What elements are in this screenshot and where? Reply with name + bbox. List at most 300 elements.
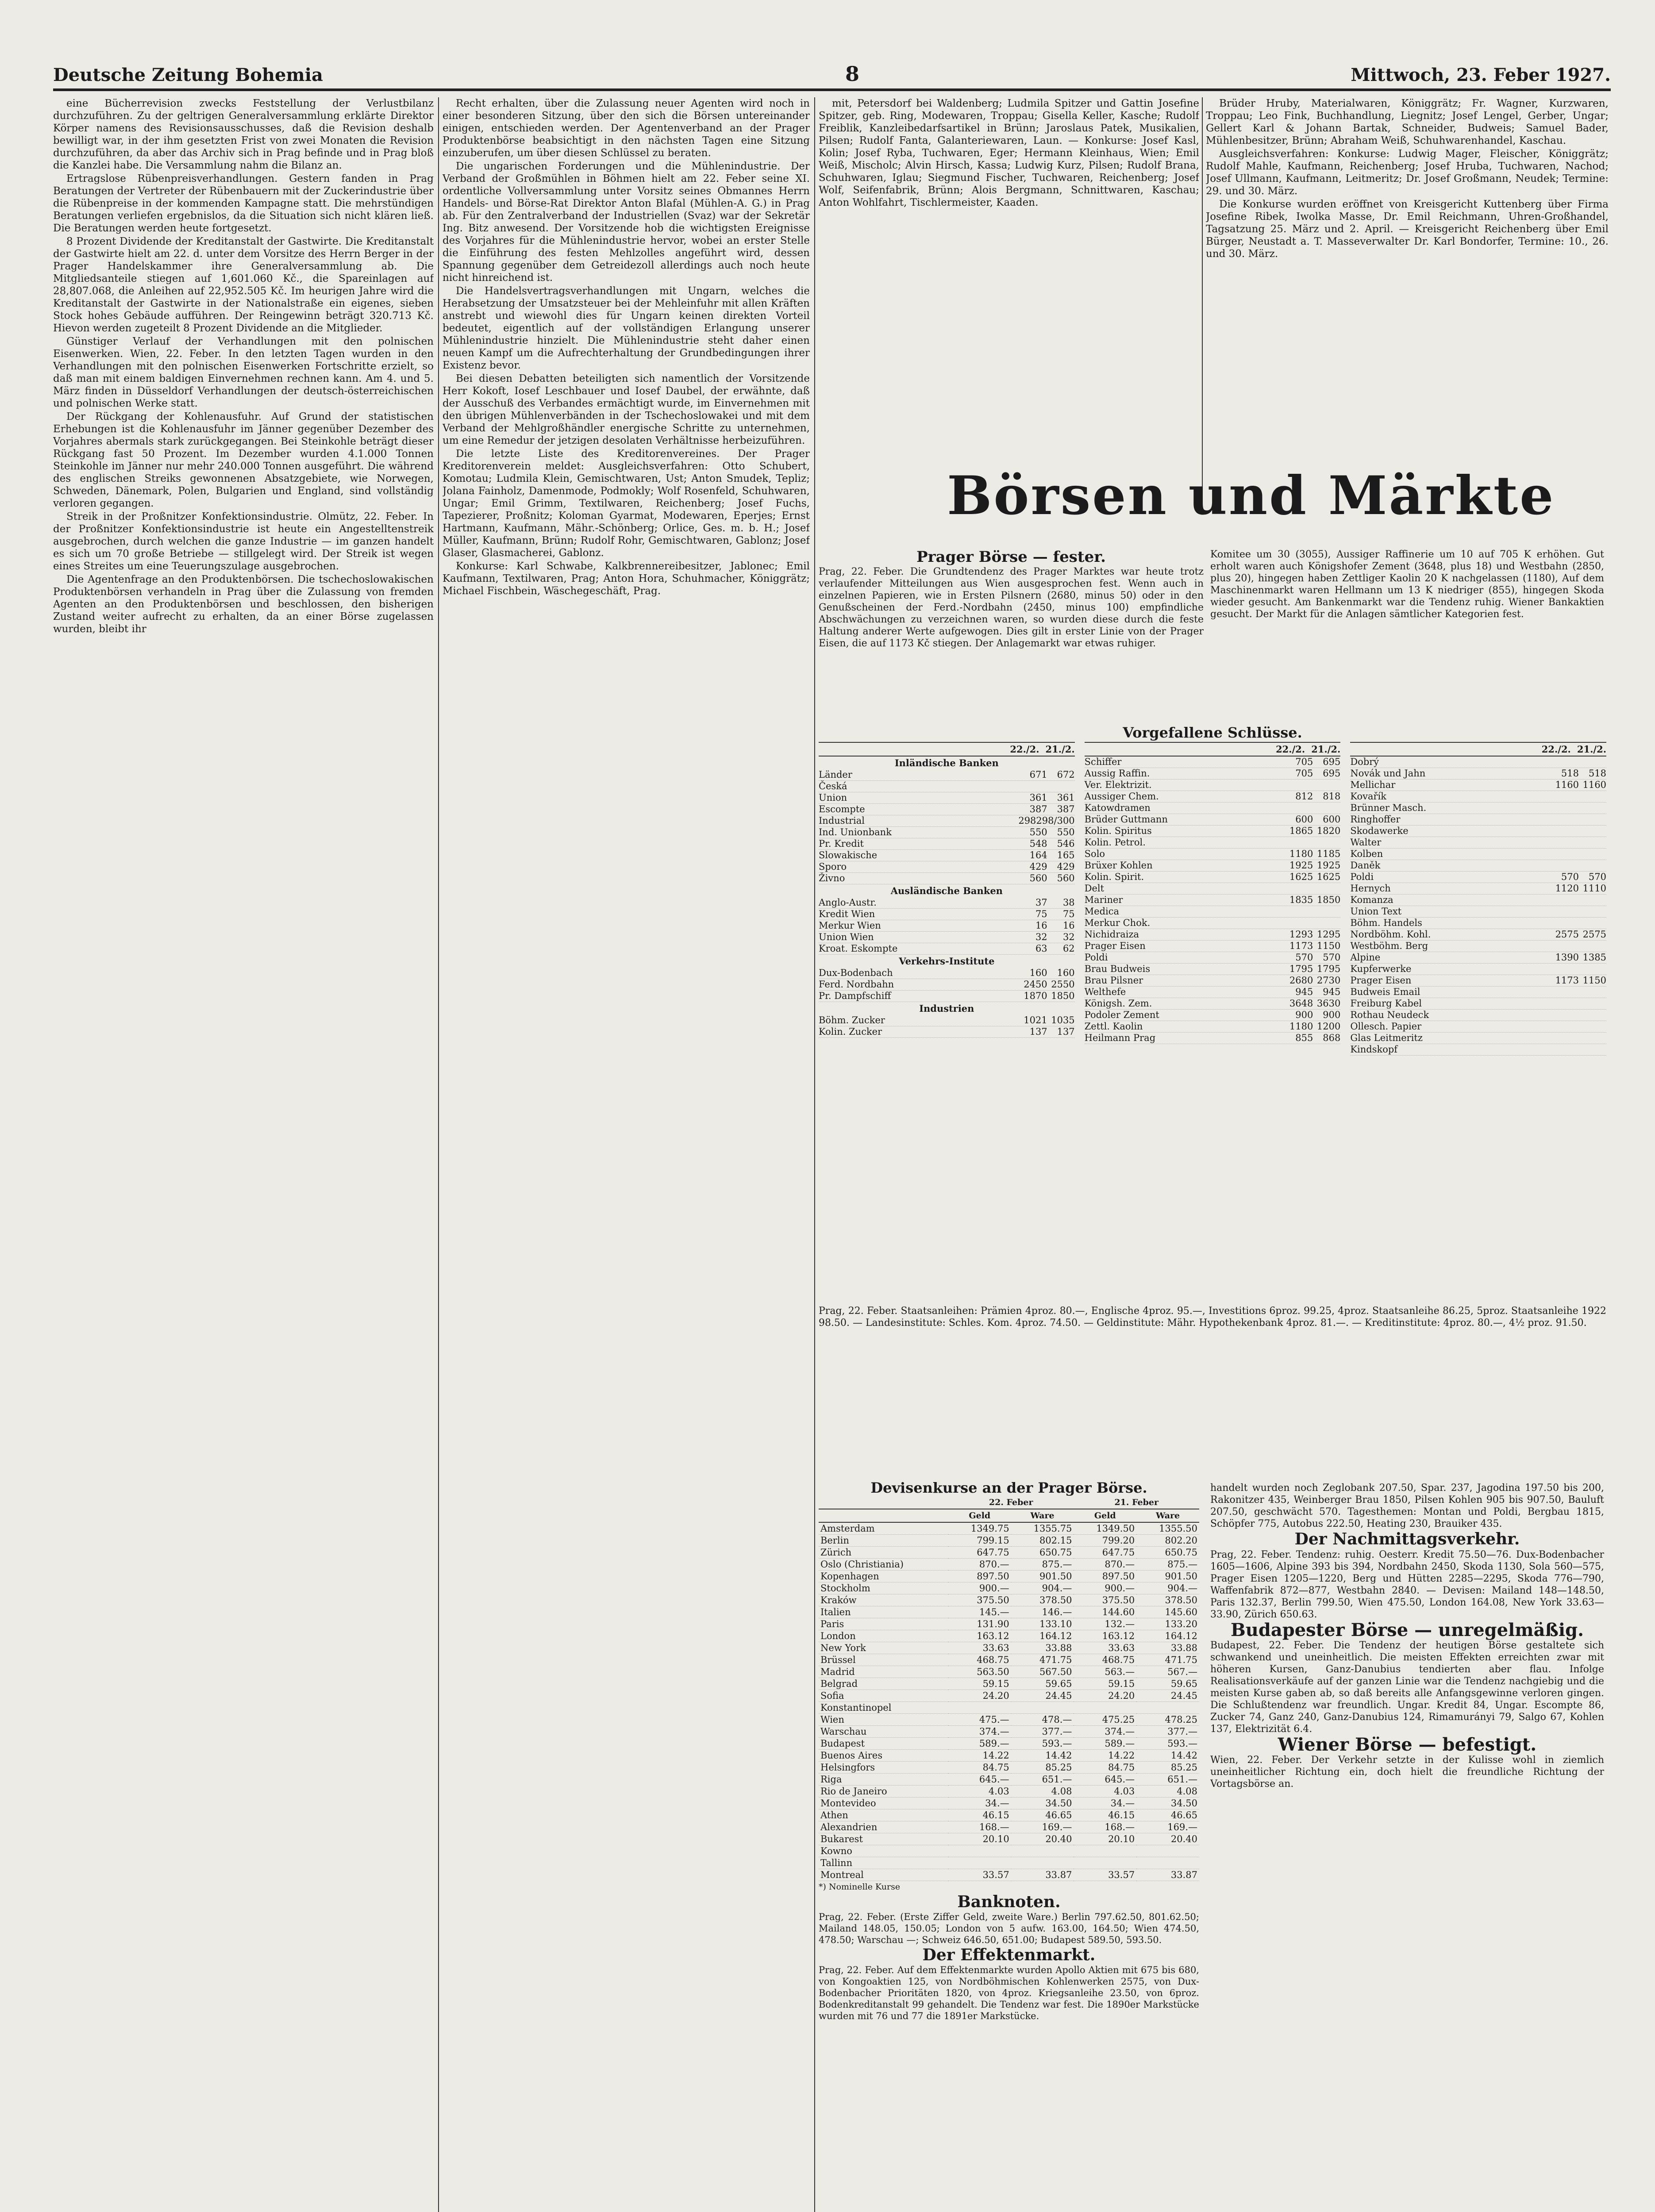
quote-value — [1579, 987, 1606, 998]
quote-name: Živno — [819, 873, 845, 883]
quote-name: Böhm. Zucker — [819, 1015, 885, 1025]
exchange-rate: 144.60 — [1074, 1606, 1136, 1618]
quote-value: 570 — [1323, 952, 1341, 963]
exchange-rate: 20.10 — [1074, 1833, 1136, 1845]
quote-value — [1313, 803, 1340, 814]
quote-name: Kupferwerke — [1350, 964, 1412, 974]
quote-name: Hernych — [1350, 883, 1391, 894]
quote-row — [819, 920, 1075, 932]
markets-section-title: Börsen und Märkte — [947, 465, 1555, 527]
quote-category: Verkehrs-Institute — [899, 956, 995, 967]
state-loans-text: Prag, 22. Feber. Staatsanleihen: Prämien 4proz. 80.—, Englische 4proz. 95.—, Investitions 6proz. 99.25, 4proz. Staatsanleihe 86.25, 5proz. Staatsanleihe 1922 98.50. — Landesinstitute: Schles. Kom. 4proz. 74.50. — Geldinstitute: Mähr. Hypothekenbank 4proz. 81.—. — Kreditinstitute: 4proz. 80.—, 4½ proz. 91.50. — [819, 1306, 1606, 1329]
exchange-rate — [1136, 1845, 1199, 1857]
exchange-city: New York — [819, 1642, 948, 1654]
article-paragraph: Günstiger Verlauf der Verhandlungen mit den polnischen Eisenwerken. Wien, 22. Feber. In den letzten Tagen wurden in den Verhandlungen mit den polnischen Eisenwerken Fortschritte erzielt, so daß man mit einem baldigen Einvernehmen rechnen kann. Am 4. und 5. März finden in Düsseldorf Verhandlungen der deutsch-österreichischen und polnischen Werke statt. — [53, 336, 434, 409]
quote-row — [1350, 803, 1606, 814]
exchange-rate: 870.— — [1074, 1559, 1136, 1571]
quote-name: Daněk — [1350, 860, 1381, 871]
exchange-rate: 84.75 — [1074, 1762, 1136, 1774]
exchange-rate: 133.20 — [1136, 1618, 1199, 1630]
exchange-rate: 651.— — [1011, 1774, 1074, 1786]
exchange-city: Zürich — [819, 1547, 948, 1559]
exchange-rate — [1011, 1702, 1074, 1714]
quote-row — [1350, 1010, 1606, 1021]
quote-row — [1350, 906, 1606, 918]
article-paragraph: Bei diesen Debatten beteiligten sich namentlich der Vorsitzende Herr Kokoft, Iosef Leschbauer und Iosef Daubel, der erwähnte, daß der Ausschuß des Verbandes ermächtigt wurde, im Einvernehmen mit den übrigen Mühlenverbänden in der Tschechoslowakei und mit dem Verband der Mehlgroßhändler energische Schritte zu unternehmen, um eine Remedur der jetzigen desolaten Verhältnisse herbeizuführen. — [443, 373, 810, 446]
quote-row — [819, 897, 1075, 909]
quote-value: 2550 — [1051, 979, 1075, 990]
exchange-city: Brüssel — [819, 1654, 948, 1666]
quote-row — [1085, 826, 1341, 837]
quote-name: Brüder Guttmann — [1084, 814, 1168, 825]
quote-name: Kovařík — [1350, 791, 1386, 802]
quote-row — [819, 943, 1075, 955]
exchange-rate-row — [819, 1738, 1199, 1750]
exchange-rate-row — [819, 1869, 1199, 1881]
quote-value: 818 — [1323, 791, 1341, 802]
quote-date-label: 21./2. — [1045, 744, 1075, 755]
exchange-rate: 33.88 — [1136, 1642, 1199, 1654]
quote-row — [819, 1015, 1075, 1026]
quote-value — [1551, 1033, 1579, 1044]
exchange-rate: 563.50 — [948, 1666, 1011, 1678]
quote-value: 1150 — [1316, 941, 1341, 951]
quote-value: 1150 — [1582, 975, 1607, 986]
quote-name: Medica — [1084, 906, 1120, 917]
exchange-rates-block — [819, 1479, 1199, 2022]
quote-value: 600 — [1323, 814, 1341, 825]
quote-value: 600 — [1295, 814, 1313, 825]
quote-name: Pr. Kredit — [819, 838, 864, 849]
quote-name: Kolin. Petrol. — [1084, 837, 1146, 848]
quote-row — [1085, 906, 1341, 918]
exchange-rate: 374.— — [948, 1726, 1011, 1738]
exchange-rate — [1074, 1702, 1136, 1714]
quote-value — [1579, 906, 1606, 917]
quote-value: 1200 — [1316, 1021, 1341, 1032]
quote-value: 1865 — [1289, 826, 1313, 836]
vienna-title: Wiener Börse — befestigt. — [1278, 1734, 1537, 1755]
quote-value: 548 — [1029, 838, 1047, 849]
quote-value: 1390 — [1555, 952, 1579, 963]
exchange-rate: 904.— — [1136, 1582, 1199, 1594]
quote-value — [1313, 837, 1340, 848]
quote-value: 1850 — [1316, 895, 1341, 905]
quote-value: 429 — [1029, 861, 1047, 872]
quote-value: 1850 — [1051, 991, 1075, 1001]
quote-value: 672 — [1057, 769, 1075, 780]
quote-row — [1085, 757, 1341, 768]
exchange-rate: 897.50 — [948, 1571, 1011, 1582]
exchange-rate: 4.03 — [1074, 1786, 1136, 1797]
quote-value — [1551, 987, 1579, 998]
exchange-footnote: *) Nominelle Kurse — [819, 1882, 901, 1892]
exchange-city: Warschau — [819, 1726, 948, 1738]
exchange-rate: 4.03 — [948, 1786, 1011, 1797]
quote-value — [1551, 1044, 1579, 1055]
quote-row — [1350, 975, 1606, 987]
exchange-rate: 900.— — [948, 1582, 1011, 1594]
column-4 — [1206, 97, 1609, 487]
exchange-rate: 46.65 — [1136, 1809, 1199, 1821]
exchange-rate: 14.42 — [1136, 1750, 1199, 1762]
quote-value — [1313, 883, 1340, 894]
exchange-city: Berlin — [819, 1535, 948, 1547]
column-rule — [1202, 97, 1203, 487]
quote-value — [1286, 803, 1313, 814]
exchange-rate: 59.65 — [1011, 1678, 1074, 1690]
right-lower-column — [1210, 1482, 1604, 2212]
quote-name: Zettl. Kaolin — [1084, 1021, 1143, 1032]
quote-row — [1350, 1044, 1606, 1056]
quote-name: Sporo — [819, 861, 847, 872]
quote-value: 2680 — [1289, 975, 1313, 986]
quote-row — [1350, 814, 1606, 826]
quote-date-label: 22./2. — [1010, 744, 1039, 755]
exchange-rate: 901.50 — [1011, 1571, 1074, 1582]
quote-value: 2730 — [1316, 975, 1341, 986]
quote-name: Ferd. Nordbahn — [819, 979, 894, 990]
exchange-rate-row — [819, 1535, 1199, 1547]
article-paragraph: Die Konkurse wurden eröffnet von Kreisgericht Kuttenberg über Firma Josefine Ribek, Iwolka Masse, Dr. Emil Reichmann, Uhren-Großhandel, Tagsatzung 25. März und 2. April. — Kreisgericht Reichenberg über Emil Bürger, Neustadt a. T. Masseverwalter Dr. Karl Bondorfer, Termine: 10., 26. und 30. März. — [1206, 199, 1609, 260]
exchange-city: Helsingfors — [819, 1762, 948, 1774]
article-paragraph: eine Bücherrevision zwecks Feststellung der Verlustbilanz durchzuführen. Zu der geltrigen Generalversammlung erklärte Direktor Körper namens des Revisionsausschusses, daß die Revision deshalb bewilligt war, in der ihm gesetzten Frist von zwei Monaten die Revision durchzuführen, da aber das Archiv sich in Prag befinde und in Prag bloß die Kanzlei habe. Die Versammlung nahm die Bilanz an. — [53, 98, 434, 171]
quote-value: 1870 — [1024, 991, 1047, 1001]
quotes-column — [1350, 742, 1606, 1056]
quote-name: Böhm. Handels — [1350, 918, 1422, 928]
exchange-rate: 375.50 — [948, 1594, 1011, 1606]
quote-value — [1579, 1033, 1606, 1044]
exchange-rate: 802.15 — [1011, 1535, 1074, 1547]
quote-value: 671 — [1029, 769, 1047, 780]
exchange-rate: 468.75 — [1074, 1654, 1136, 1666]
quote-row — [1085, 791, 1341, 803]
exchange-rate-row — [819, 1702, 1199, 1714]
quote-value: 1120 — [1555, 883, 1579, 894]
quote-value — [1286, 837, 1313, 848]
exchange-city: Rio de Janeiro — [819, 1786, 948, 1797]
exchange-rate: 1355.50 — [1136, 1522, 1199, 1535]
quote-value: 560 — [1029, 873, 1047, 883]
exchange-rate: 650.75 — [1136, 1547, 1199, 1559]
quote-value: 1625 — [1316, 872, 1341, 882]
exchange-rate: 802.20 — [1136, 1535, 1199, 1547]
exchange-rate-row — [819, 1750, 1199, 1762]
exchange-rate: 563.— — [1074, 1666, 1136, 1678]
quote-row — [1350, 1033, 1606, 1044]
exchange-city: Italien — [819, 1606, 948, 1618]
quote-name: Kroat. Eskompte — [819, 943, 898, 954]
quote-value — [1579, 803, 1606, 814]
quote-value: 1021 — [1024, 1015, 1047, 1025]
vienna-text: Wien, 22. Feber. Der Verkehr setzte in der Kulisse wohl in ziemlich uneinheitlicher Richtung ein, doch hielt die freundliche Richtung der Vortagsbörse an. — [1210, 1755, 1604, 1790]
exchange-rate: 163.12 — [948, 1630, 1011, 1642]
exchange-rate: 1349.50 — [1074, 1522, 1136, 1535]
prague-report-text-cont: Komitee um 30 (3055), Aussiger Raffinerie um 10 auf 705 K erhöhen. Gut erholt waren auch Königshofer Zement (3648, plus 18) und Westbahn (2850, plus 20), hingegen haben Zettliger Kaolin 20 K nachgelassen (1180), Auf dem Maschinenmarkt waren Hellmann um 13 K niedriger (855), hingegen Skoda wieder gesucht. Am Bankenmarkt war die Tendenz ruhig. Wiener Bankaktien gesucht. Der Markt für die Anlagen sämtlicher Kategorien fest. — [1210, 549, 1604, 620]
quote-value — [1579, 814, 1606, 825]
exchange-city: Kraków — [819, 1594, 948, 1606]
quote-value: 298/300 — [1036, 815, 1075, 826]
exchange-rate-row — [819, 1654, 1199, 1666]
quote-row — [1085, 952, 1341, 964]
exchange-rate: 146.— — [1011, 1606, 1074, 1618]
exchange-rate: 59.15 — [1074, 1678, 1136, 1690]
quote-value: 705 — [1295, 768, 1313, 779]
quote-row — [819, 815, 1075, 827]
quote-date-label: 22./2. — [1276, 744, 1305, 755]
quote-value — [1551, 918, 1579, 929]
quote-row — [1350, 768, 1606, 780]
exchange-rate-row — [819, 1797, 1199, 1809]
quote-row — [1350, 883, 1606, 895]
prague-exchange-title: Prager Börse — fester. — [916, 549, 1106, 566]
exchange-rate: 875.— — [1011, 1559, 1074, 1571]
quote-name: Union Wien — [819, 932, 874, 942]
quote-name: Walter — [1350, 837, 1382, 848]
quote-value: 1795 — [1289, 964, 1313, 974]
quote-name: Kredit Wien — [819, 909, 875, 919]
quote-row — [1350, 964, 1606, 975]
exchange-rate: 133.10 — [1011, 1618, 1074, 1630]
quote-value — [1579, 849, 1606, 860]
state-loans-block — [819, 1305, 1606, 1473]
prague-report-text: Prag, 22. Feber. Die Grundtendenz des Prager Marktes war heute trotz verlaufender Mitteilungen aus Wien ausgesprochen fest. Wenn auch in einzelnen Papieren, wie in Ersten Pilsnern (2680, minus 50) oder in den Genußscheinen der Ferd.-Nordbahn (2450, minus 100) empfindliche Abschwächungen zu verzeichnen waren, so wurden diese durch die feste Haltung anderer Werte aufgewogen. Dies gilt in erster Linie von der Prager Eisen, die auf 1173 Kč stiegen. Der Anlagemarkt war etwas ruhiger. — [819, 566, 1204, 649]
article-paragraph: Die ungarischen Forderungen und die Mühlenindustrie. Der Verband der Großmühlen in Böhmen hielt am 22. Feber seine XI. ordentliche Vollversammlung unter Vorsitz seines Obmannes Herrn Handels- und Börse-Rat Direktor Anton Blafal (Mühlen-A. G.) in Prag ab. Für den Zentralverband der Industriellen (Svaz) war der Sekretär Ing. Bitz anwesend. Der Vorsitzende hob die wichtigsten Ereignisse des Vorjahres für die Mühlenindustrie hervor, wobei an erster Stelle die Einführung des festen Mehlzolles angeführt wird, dessen Spannung gegenüber dem Getreidezoll allerdings auch noch heute nicht hinreichend ist. — [443, 161, 810, 284]
quote-row — [819, 991, 1075, 1002]
afternoon-title: Der Nachmittagsverkehr. — [1294, 1530, 1520, 1548]
exchange-rate: 33.57 — [948, 1869, 1011, 1881]
quote-category: Inländische Banken — [894, 757, 999, 768]
exchange-rate: 46.15 — [1074, 1809, 1136, 1821]
exchange-rate: 4.08 — [1011, 1786, 1074, 1797]
quote-value — [1047, 781, 1075, 792]
exchange-rate: 168.— — [948, 1821, 1011, 1833]
quotes-column-header — [1350, 743, 1606, 757]
exchange-rate: 651.— — [1136, 1774, 1199, 1786]
quote-value — [1579, 860, 1606, 871]
quote-date-label: 22./2. — [1541, 744, 1571, 755]
exchange-rates-body — [819, 1522, 1199, 1881]
column-1 — [53, 97, 434, 2212]
quote-name: Welthefe — [1084, 987, 1126, 997]
exchange-city: Athen — [819, 1809, 948, 1821]
exchange-rate: 131.90 — [948, 1618, 1011, 1630]
paper-name: Deutsche Zeitung Bohemia — [53, 65, 323, 85]
quote-value: 2575 — [1582, 929, 1607, 940]
quote-name: Merkur Chok. — [1084, 918, 1151, 928]
exchange-city: Alexandrien — [819, 1821, 948, 1833]
exchange-rates-table — [819, 1496, 1199, 1881]
exchange-rate: 904.— — [1011, 1582, 1074, 1594]
quote-row — [1350, 837, 1606, 849]
quote-row — [1350, 918, 1606, 929]
quote-value: 518 — [1561, 768, 1579, 779]
exchange-rate: 468.75 — [948, 1654, 1011, 1666]
quote-value: 298 — [1018, 815, 1036, 826]
exchange-rate — [948, 1845, 1011, 1857]
quote-name: Ind. Unionbank — [819, 827, 892, 837]
quote-name: Aussig Raffin. — [1084, 768, 1150, 779]
exchange-rate: 84.75 — [948, 1762, 1011, 1774]
quote-value — [1551, 757, 1579, 768]
quote-row — [1085, 918, 1341, 929]
exchange-rate: 34.— — [948, 1797, 1011, 1809]
quote-row — [1085, 941, 1341, 952]
quote-row — [1350, 757, 1606, 768]
quote-row — [1350, 1021, 1606, 1033]
quote-value — [1313, 780, 1340, 791]
quote-value: 855 — [1295, 1033, 1313, 1043]
quote-name: Slowakische — [819, 850, 878, 860]
exchange-rate: 169.— — [1011, 1821, 1074, 1833]
exchange-rate — [1074, 1857, 1136, 1869]
quote-value: 16 — [1062, 920, 1075, 931]
exchange-rate: 33.63 — [1074, 1642, 1136, 1654]
quote-name: Pr. Dampfschiff — [819, 991, 891, 1001]
exchange-city: Budapest — [819, 1738, 948, 1750]
effects-title: Der Effektenmarkt. — [922, 1946, 1096, 1964]
quote-value — [1551, 826, 1579, 837]
exchange-rate-row — [819, 1786, 1199, 1797]
quote-value — [1551, 906, 1579, 917]
exchange-rate-row — [819, 1690, 1199, 1702]
quote-row — [819, 850, 1075, 861]
quote-value: 705 — [1295, 757, 1313, 767]
exchange-city: Kowno — [819, 1845, 948, 1857]
quote-value — [1579, 1044, 1606, 1055]
quote-name: Kolin. Spiritus — [1084, 826, 1152, 836]
quote-category: Industrien — [919, 1003, 974, 1014]
exchange-rate-row — [819, 1762, 1199, 1774]
quote-name: Poldi — [1350, 872, 1374, 882]
quote-row — [1350, 791, 1606, 803]
exchange-rate: 20.40 — [1011, 1833, 1074, 1845]
exchange-rate: 85.25 — [1136, 1762, 1199, 1774]
quote-row — [1085, 964, 1341, 975]
quote-value — [1551, 791, 1579, 802]
quote-name: Brüxer Kohlen — [1084, 860, 1153, 871]
quote-value — [1551, 860, 1579, 871]
exchange-rate: 589.— — [1074, 1738, 1136, 1750]
exchange-rate-row — [819, 1547, 1199, 1559]
quote-value — [1579, 895, 1606, 906]
banknotes-text: Prag, 22. Feber. (Erste Ziffer Geld, zweite Ware.) Berlin 797.62.50, 801.62.50; Mailand 148.05, 150.05; London von 5 aufw. 163.00, 164.50; Wien 474.50, 478.50; Warschau —; Schweiz 646.50, 651.00; Budapest 589.50, 593.50. — [819, 1912, 1199, 1945]
quote-value: 812 — [1295, 791, 1313, 802]
exchange-rate: 85.25 — [1011, 1762, 1074, 1774]
exchange-rate: 46.65 — [1011, 1809, 1074, 1821]
quote-name: Skodawerke — [1350, 826, 1409, 836]
quote-name: Solo — [1084, 849, 1105, 859]
quote-value — [1551, 998, 1579, 1009]
exchange-city: Tallinn — [819, 1857, 948, 1869]
exchange-rate-row — [819, 1809, 1199, 1821]
quote-name: Escompte — [819, 804, 865, 814]
quote-value: 387 — [1029, 804, 1047, 814]
quote-value — [1551, 1010, 1579, 1021]
quote-name: Heilmann Prag — [1084, 1033, 1156, 1043]
exchange-rate: 34.— — [1074, 1797, 1136, 1809]
exchange-rate-row — [819, 1630, 1199, 1642]
article-paragraph: Ertragslose Rübenpreisverhandlungen. Gestern fanden in Prag Beratungen der Vertreter der Rübenbauern mit der Zuckerindustrie über die Rübenpreise in der kommenden Kampagne statt. Die mehrstündigen Beratungen verliefen ergebnislos, da die Situation sich nicht klären ließ. Die Beratungen werden heute fortgesetzt. — [53, 173, 434, 234]
article-paragraph: mit, Petersdorf bei Waldenberg; Ludmila Spitzer und Gattin Josefine Spitzer, geb. Ring, Modewaren, Troppau; Gisella Keller, Kasche; Rudolf Freiblik, Kanzleibedarfsartikel in Brünn; Jaroslaus Patek, Musikalien, Pilsen; Rudolf Fanta, Galanteriewaren, Laun. — Konkurse: Josef Kasl, Kolin; Josef Ryba, Tuchwaren, Eger; Hermann Kleinhaus, Wien; Emil Weiß, Mischolc; Alvin Hirsch, Kassa; Ludwig Kurz, Pilsen; Rudolf Brana, Schuhwaren, Iglau; Siegmund Fischer, Tuchwaren, Reichenberg; Josef Wolf, Seifenfabrik, Brünn; Alois Bergmann, Schnittwaren, Kaschau; Anton Wohlfahrt, Tischlermeister, Kaaden. — [819, 98, 1199, 208]
quote-value: 160 — [1057, 968, 1075, 978]
quote-date-label: 21./2. — [1311, 744, 1341, 755]
quote-row — [1085, 860, 1341, 872]
quote-value: 1925 — [1316, 860, 1341, 871]
exchange-city: Konstantinopel — [819, 1702, 948, 1714]
exchange-rate: 478.— — [1011, 1714, 1074, 1726]
quote-value: 570 — [1295, 952, 1313, 963]
exchange-rate: 132.— — [1074, 1618, 1136, 1630]
quote-name: Budweis Email — [1350, 987, 1420, 997]
quote-row — [819, 769, 1075, 781]
exchange-rate-row — [819, 1642, 1199, 1654]
quote-name: Kolin. Zucker — [819, 1026, 882, 1037]
quote-name: Dobrý — [1350, 757, 1379, 767]
exchange-rate: 471.75 — [1136, 1654, 1199, 1666]
exchange-rate: 870.— — [948, 1559, 1011, 1571]
quote-name: Česká — [819, 781, 847, 791]
quote-value: 361 — [1057, 792, 1075, 803]
quotes-column — [819, 742, 1075, 1056]
exchange-rate: 799.20 — [1074, 1535, 1136, 1547]
quote-value — [1551, 849, 1579, 860]
quote-value: 695 — [1323, 757, 1341, 767]
quote-value: 945 — [1295, 987, 1313, 997]
quote-name: Glas Leitmeritz — [1350, 1033, 1423, 1043]
quote-value: 1625 — [1289, 872, 1313, 882]
quote-name: Kindskopf — [1350, 1044, 1398, 1055]
exchange-rate: 24.45 — [1136, 1690, 1199, 1702]
quote-row — [819, 781, 1075, 792]
quote-name: Ver. Elektrizit. — [1084, 780, 1152, 790]
quote-row — [1350, 780, 1606, 791]
quote-value: 570 — [1588, 872, 1607, 882]
quote-value — [1551, 895, 1579, 906]
quote-row — [1350, 941, 1606, 952]
quote-name: Mariner — [1084, 895, 1123, 905]
quote-value: 387 — [1057, 804, 1075, 814]
exchange-rate: 378.50 — [1136, 1594, 1199, 1606]
effects-text: Prag, 22. Feber. Auf dem Effektenmarkte wurden Apollo Aktien mit 675 bis 680, von Kongoaktien 125, von Nordböhmischen Kohlenwerken 2575, von Dux-Bodenbacher Prioritäten 1820, von 4proz. Kriegsanleihe 23.50, von 6proz. Bodenkreditanstalt 99 gehandelt. Die Tendenz war fest. Die 1890er Markstücke wurden mit 76 und 77 die 1891er Markstücke. — [819, 1965, 1199, 2021]
exchange-rate: 46.15 — [948, 1809, 1011, 1821]
quote-value: 2450 — [1024, 979, 1047, 990]
quote-value: 560 — [1057, 873, 1075, 883]
quote-row — [819, 827, 1075, 838]
quote-name: Katowdramen — [1084, 803, 1151, 813]
exchange-rate: 14.42 — [1011, 1750, 1074, 1762]
column-3 — [819, 97, 1199, 487]
quote-value — [1579, 757, 1606, 768]
quote-value: 1295 — [1316, 929, 1341, 940]
exchange-rate: 567.— — [1136, 1666, 1199, 1678]
quote-value — [1579, 826, 1606, 837]
quote-row — [1085, 883, 1341, 895]
article-paragraph: Ausgleichsverfahren: Konkurse: Ludwig Mager, Fleischer, Königgrätz; Rudolf Mahle, Kaufmann, Reichenberg; Josef Hruba, Tuchwaren, Nachod; Josef Ullmann, Kaufmann, Leitmeritz; Dr. Josef Großmann, Neudek; Termine: 29. und 30. März. — [1206, 148, 1609, 197]
quote-name: Anglo-Austr. — [819, 897, 877, 908]
quote-row — [819, 873, 1075, 884]
quote-value: 570 — [1561, 872, 1579, 882]
quote-name: Rothau Neudeck — [1350, 1010, 1429, 1020]
quote-value: 1160 — [1582, 780, 1607, 790]
page-header — [53, 62, 1611, 91]
quote-name: Ollesch. Papier — [1350, 1021, 1422, 1032]
quotes-column-header — [819, 743, 1075, 757]
exchange-city: Belgrad — [819, 1678, 948, 1690]
exchange-rate: 475.— — [948, 1714, 1011, 1726]
quote-name: Brau Pilsner — [1084, 975, 1143, 986]
quote-value: 1385 — [1582, 952, 1607, 963]
